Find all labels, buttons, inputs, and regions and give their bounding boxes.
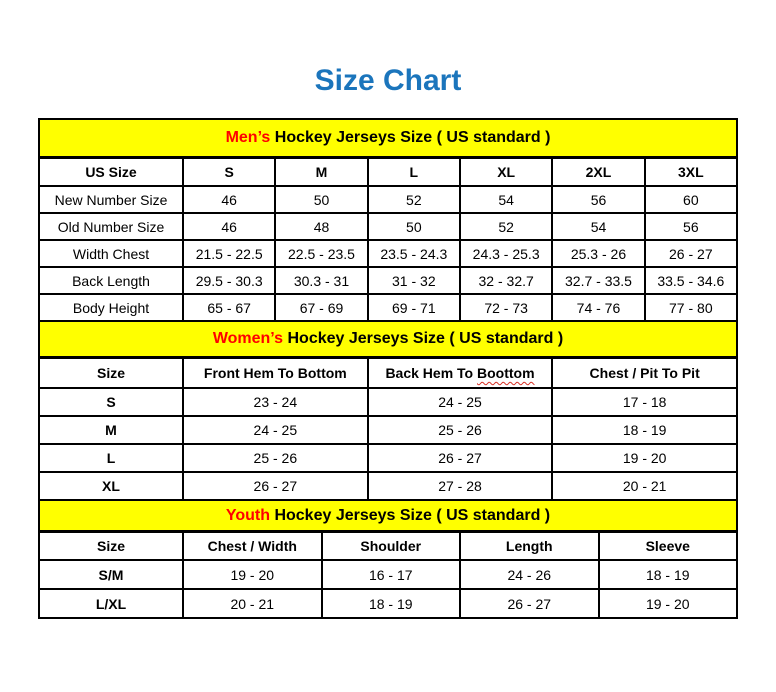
size-value-cell: 56 <box>645 213 737 240</box>
table-row <box>39 240 737 267</box>
size-value-cell: 25 - 26 <box>368 416 553 444</box>
size-value-cell: 50 <box>275 186 367 213</box>
size-value-cell: 60 <box>645 186 737 213</box>
band-highlight-label: Women’s <box>212 330 284 347</box>
row-label: L/XL <box>39 589 183 618</box>
size-value-cell: 18 - 19 <box>599 560 738 589</box>
section-band-youth <box>39 500 737 532</box>
table-youth <box>38 499 738 619</box>
row-label: Body Height <box>39 294 183 321</box>
size-value-cell: 54 <box>552 213 644 240</box>
size-value-cell: 23.5 - 24.3 <box>368 240 460 267</box>
size-tables-container <box>38 118 738 619</box>
column-header: Length <box>460 532 599 561</box>
table-row <box>39 213 737 240</box>
size-value-cell: 25 - 26 <box>183 444 368 472</box>
size-value-cell: 24 - 25 <box>183 416 368 444</box>
size-value-cell: 19 - 20 <box>552 444 737 472</box>
section-band-row <box>39 500 737 532</box>
section-band-row <box>39 321 737 358</box>
size-value-cell: 54 <box>460 186 552 213</box>
column-header: Size <box>39 358 183 389</box>
table-womens <box>38 320 738 501</box>
section-band-mens <box>39 119 737 158</box>
size-value-cell: 72 - 73 <box>460 294 552 321</box>
size-value-cell: 26 - 27 <box>645 240 737 267</box>
column-header-prefix: Back Hem To <box>385 365 477 381</box>
column-header: US Size <box>39 158 183 187</box>
size-value-cell: 22.5 - 23.5 <box>275 240 367 267</box>
column-header: Size <box>39 532 183 561</box>
column-header: 3XL <box>645 158 737 187</box>
size-value-cell: 67 - 69 <box>275 294 367 321</box>
size-value-cell: 24 - 25 <box>368 388 553 416</box>
section-band-womens <box>39 321 737 358</box>
row-label: New Number Size <box>39 186 183 213</box>
size-value-cell: 46 <box>183 186 275 213</box>
size-value-cell: 23 - 24 <box>183 388 368 416</box>
header-row <box>39 158 737 187</box>
size-value-cell: 26 - 27 <box>460 589 599 618</box>
column-header: Sleeve <box>599 532 738 561</box>
column-header: Shoulder <box>322 532 461 561</box>
size-value-cell: 26 - 27 <box>183 472 368 500</box>
size-value-cell: 27 - 28 <box>368 472 553 500</box>
section-band-row <box>39 119 737 158</box>
size-value-cell: 25.3 - 26 <box>552 240 644 267</box>
band-rest-label: Hockey Jerseys Size ( US standard ) <box>283 330 564 347</box>
size-value-cell: 24.3 - 25.3 <box>460 240 552 267</box>
size-value-cell: 52 <box>460 213 552 240</box>
size-value-cell: 19 - 20 <box>599 589 738 618</box>
size-value-cell: 48 <box>275 213 367 240</box>
band-rest-label: Hockey Jerseys Size ( US standard ) <box>270 506 551 524</box>
column-header: L <box>368 158 460 187</box>
table-row <box>39 560 737 589</box>
size-value-cell: 31 - 32 <box>368 267 460 294</box>
size-value-cell: 52 <box>368 186 460 213</box>
column-header: Chest / Pit To Pit <box>552 358 737 389</box>
size-value-cell: 33.5 - 34.6 <box>645 267 737 294</box>
table-row <box>39 416 737 444</box>
size-value-cell: 24 - 26 <box>460 560 599 589</box>
size-value-cell: 20 - 21 <box>552 472 737 500</box>
row-label: Back Length <box>39 267 183 294</box>
table-row <box>39 388 737 416</box>
size-value-cell: 46 <box>183 213 275 240</box>
size-value-cell: 29.5 - 30.3 <box>183 267 275 294</box>
size-value-cell: 74 - 76 <box>552 294 644 321</box>
header-row <box>39 358 737 389</box>
table-mens <box>38 118 738 322</box>
column-header: Chest / Width <box>183 532 322 561</box>
size-value-cell: 19 - 20 <box>183 560 322 589</box>
size-value-cell: 18 - 19 <box>322 589 461 618</box>
size-value-cell: 26 - 27 <box>368 444 553 472</box>
table-row <box>39 186 737 213</box>
size-value-cell: 65 - 67 <box>183 294 275 321</box>
band-rest-label: Hockey Jerseys Size ( US standard ) <box>270 129 551 146</box>
row-label: S/M <box>39 560 183 589</box>
table-row <box>39 589 737 618</box>
column-header: M <box>275 158 367 187</box>
row-label: S <box>39 388 183 416</box>
page-title: Size Chart <box>314 64 462 97</box>
row-label: XL <box>39 472 183 500</box>
table-row <box>39 444 737 472</box>
size-value-cell: 18 - 19 <box>552 416 737 444</box>
column-header: XL <box>460 158 552 187</box>
band-highlight-label: Youth <box>225 506 270 524</box>
row-label: Old Number Size <box>39 213 183 240</box>
size-value-cell: 30.3 - 31 <box>275 267 367 294</box>
column-header: Front Hem To Bottom <box>183 358 368 389</box>
column-header: S <box>183 158 275 187</box>
table-row <box>39 472 737 500</box>
column-header <box>368 358 553 389</box>
size-value-cell: 77 - 80 <box>645 294 737 321</box>
size-value-cell: 17 - 18 <box>552 388 737 416</box>
size-value-cell: 16 - 17 <box>322 560 461 589</box>
table-row <box>39 267 737 294</box>
size-value-cell: 20 - 21 <box>183 589 322 618</box>
header-row <box>39 532 737 561</box>
row-label: M <box>39 416 183 444</box>
size-value-cell: 69 - 71 <box>368 294 460 321</box>
column-header: 2XL <box>552 158 644 187</box>
row-label: Width Chest <box>39 240 183 267</box>
size-value-cell: 32.7 - 33.5 <box>552 267 644 294</box>
size-value-cell: 21.5 - 22.5 <box>183 240 275 267</box>
row-label: L <box>39 444 183 472</box>
size-value-cell: 32 - 32.7 <box>460 267 552 294</box>
size-value-cell: 50 <box>368 213 460 240</box>
band-highlight-label: Men’s <box>225 129 271 146</box>
misspelled-word: Boottom <box>476 365 535 381</box>
size-value-cell: 56 <box>552 186 644 213</box>
table-row <box>39 294 737 321</box>
